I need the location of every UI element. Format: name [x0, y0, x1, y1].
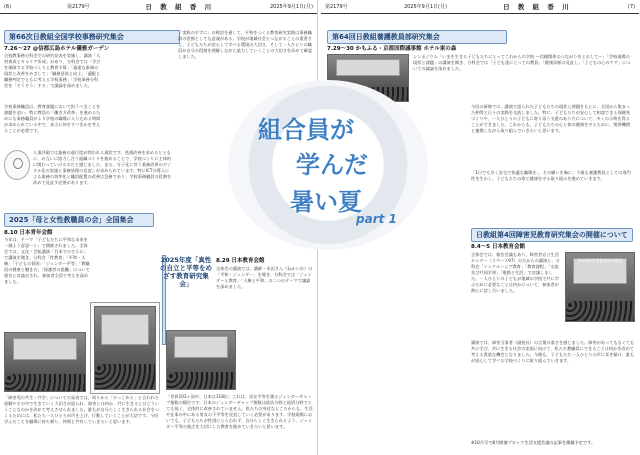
school-clerk-body-3: 人事評価では業務の遂行度が問われる現状です。処遇改善を求めるとともに、お互いに協力し合う組織づくりを進めることで、学校づくりに主体的に関わっていけるのだと感じました。また、分子化に伴う業務改善のデジタル化の実施と事務処理の見直しが求められています。特にICTの導入による業務の効率化と職員配置の改善は急務であり、学校事務職員の役割を改めて見直す必要があります。 — [33, 150, 172, 185]
disability-photo-caption: 第4回障害児教育研究集会 — [577, 258, 623, 263]
conference-photo-2 — [94, 306, 156, 390]
school-clerk-body-1: 全校教事務分科会での研究発表を実施し、講演「人材育成とキャリア形成」があり、分科会では「学びを保障する学校づくりと教育予算」「過重な事務の現状と改善をめざして」「職務意欲と向上」「適配と職務判定でともに考える学校事務」「学校事務分科会を「そうそう」する」で議論を深めました。 — [4, 53, 101, 88]
right-issue: 第2179号 — [325, 4, 348, 10]
conference-photo-1 — [4, 332, 86, 392]
disability-body-2: 講演では、障害当事者（副校長）の言葉の重さを感じました。障害があってもなくても共に学び、共に生きる社会の実現に向けて、私たち教職員にできることは何かを改めて考える貴重な機会となりました。今後も、子どもたち一人ひとりの声に耳を傾け、誰もが安心して学べる学校づくりに取り組んでいきます。 — [471, 340, 635, 363]
section-sub-mothers-women: 8.10 日本青年会館 — [4, 230, 53, 236]
health-teachers-body-2: 今回の研修では、講演で語られた子どもたちの現状と課題をもとに、全国から集まった仲間と日々の実践を交流しました。特に、子どもたちが安心して相談できる保健室づくりや、一人ひとりの子どもに寄り添う支援のあり方について、多くの示唆を得ることができました。これからも、子どもたちの心と体の健康を守るために、関係機関と連携しながら取り組んでいきたいと思います。 — [471, 104, 631, 133]
left-newspaper-title: 日 教 組 香 川 — [145, 3, 215, 11]
mothers-women-body-2: 「障害児の共生・共学」についての発表では、周りから「ひっこめろ」と言われた経験やその中で生きていく大切さが語られ、障害とは何か、共に生きるとはどういうことなのかを改めて考えさせられました。誰もが自分らしく生きられる社会をつくるためには、私たち一人ひとりが声を上げ、行動していくことが大切です。今回学んだことを職場に持ち帰り、仲間と共有していきたいと思います。 — [4, 395, 160, 424]
left-page-number: (6) — [4, 3, 12, 10]
right-header — [321, 0, 639, 14]
right-page-number: (7) — [627, 3, 635, 10]
section-title-disability-education: 日教組第4回障害児教育研究集会の開催について — [471, 228, 633, 242]
footnote: ※10月号で8月開催ブロック生活支援会議の記事を掲載予定です。 — [471, 440, 596, 445]
equality-body-1: 全体会の講演では、講師・米田さん（ねかいわ）の「平和・ジェンダー」を聞き、分科会では「ジェンダーと教育」「人権と平和」の二つのテーマで議論を深めました。 — [216, 266, 313, 289]
conference-photo-3 — [166, 330, 236, 390]
section-sub-school-clerk: 7.26～27 @信都広島ホテル優雅ガーデン — [4, 46, 110, 52]
disability-body-1: 全体会では、報告会議もあり、障害者自立生活センター（スペース97）の方からの講演と、分科会「インクルーシブ教育」「教育課程」「交流及び共同学習」「進路と生活」で討議しました。一人ひとりの子どもが地域の学校で共に学ぶために必要なことは何かについて、参加者が熱心に話し合いました。 — [471, 252, 560, 293]
section-title-health-teachers: 第64回日教組養護教員部研究集会 — [327, 30, 507, 44]
left-date: 2025年9月1日(月) — [269, 4, 313, 10]
hero-part-label: part 1 — [356, 212, 397, 226]
left-header — [0, 0, 317, 14]
hero-title-line2: 学んだ — [296, 151, 368, 179]
section-sub-equality: 8.29 日本教育会館 — [216, 258, 265, 264]
right-newspaper-title: 日 教 組 香 川 — [503, 3, 572, 11]
hero-title-line3: 暑い夏 — [290, 188, 362, 216]
left-issue: 第2179号 — [66, 4, 90, 10]
section-title-equality: 2025年度「真性の自立と平等をめざす教育研究集会」 — [160, 256, 212, 288]
middle-column-text: 「実践の手ずに」の検討を通して、平和をつくる教育研究実践は事務職員の役割としても意義がある。学校が地域社会とつながることの重要さと、子どもたちが安心して学べる環境の大切さ、そして一人ひとりの職員が自分の役割を理解しながら協力していくことの大切さを改めて確認しました。 — [178, 30, 312, 59]
section-title-mothers-women: 2025「母と女性教職員の会」全国集会 — [4, 213, 154, 227]
hero-title-line1: 組合員が — [258, 116, 354, 144]
health-teachers-body-1: シンポジウム「いまを生きる子どもたちにとってこれからの学校 ～信頼関係のつながりをとおして～」「学校現場の現状と課題」の講演を聞き、分科会では「子ども達にとっての教員」「健康診断の見直し」「子どもの心のケア」についての議論を深めました。 — [413, 54, 631, 71]
equality-body-2: 「世界103ヶ国中、日本は118位」これは、男女平等を測るジェンダーギャップ指数の順位です。日本のジェンダーギャップ指数は政治分野と経済分野でとても低く、全体的に改善されていません。私たちの身近なところからも、生活や仕事の中にある男女の不平等を見直していく必要があります。学校現場においても、子どもたちが性別にとらわれず、自分らしく生きられるよう、ジェンダー平等の視点を大切にした教育を進めていきたいと思います。 — [166, 394, 313, 429]
school-clerk-body-2: 学校事務職員は、教育課題において担うべきことを課題を追い、特に教員の「働き方改革」を進めるためにも事務職員がより学校の職場に入り込める時間が求められている中で、本当に何をすべきかを考えることが必要です。 — [4, 104, 101, 133]
section-sub-health-teachers: 7.29～30 かもふる・京都国際議事館 ホテル東の森 — [327, 46, 457, 52]
person-illustration-icon — [4, 150, 30, 180]
section-title-school-clerk: 第66次日教組全国学校事務研究集会 — [4, 30, 180, 44]
health-teachers-body-3: 「1日でも早く安全で快適な職場を」、その願いを胸に、今後も養護教員としての専門性を生かし、子どもたちの命と健康を守る取り組みを進めていきます。 — [471, 170, 631, 181]
right-date: 2025年9月1日(月) — [403, 4, 447, 10]
mothers-women-body-1: 今年は、テーマ「子どもたちに平和な未来を 一層ふう意思ーン」で開催されました。全体会では、文化・芸能講演「日本でのさらに」で講演を聞き、分科会「性教育」「平和・人権」「子どもの貧困」「ジェンダー平等」「教職員の健康と働き方」「保護者の協働」について報告と討論がされ、参加者全員で考えを深めました。 — [4, 237, 90, 284]
section-sub-disability-education: 8.4～5 日本教育会館 — [471, 244, 525, 250]
